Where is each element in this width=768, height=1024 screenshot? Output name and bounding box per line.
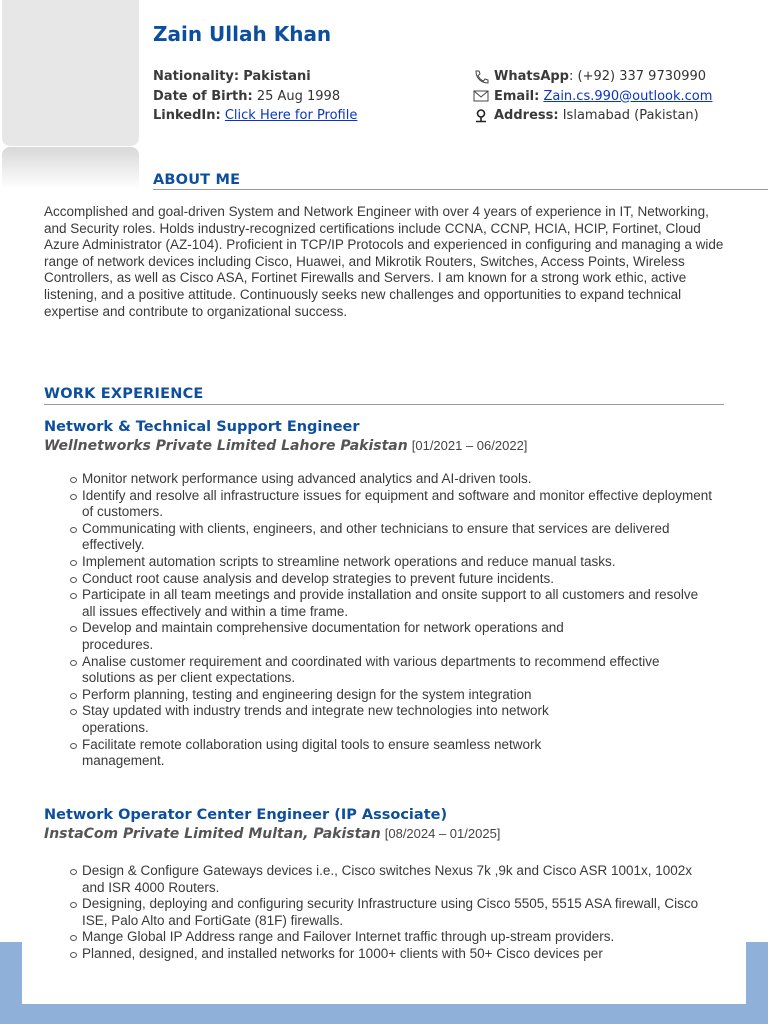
- whatsapp-value: : (+92) 337 9730990: [569, 69, 707, 84]
- profile-photo: [2, 0, 139, 146]
- list-item: Facilitate remote collaboration using digital tools to ensure seamless network management.: [68, 737, 712, 770]
- nationality-label: Nationality:: [153, 69, 240, 84]
- list-item: Mange Global IP Address range and Failover Internet traffic through up-stream providers.: [68, 929, 712, 946]
- linkedin-row: [153, 106, 357, 126]
- company-name: InstaCom Private Limited Multan, Pakistan: [44, 826, 381, 842]
- list-item: Implement automation scripts to streamline network operations and reduce manual tasks.: [68, 554, 712, 571]
- whatsapp-label: WhatsApp: [494, 69, 569, 84]
- list-item: Participate in all team meetings and provide installation and onsite support to all customers and resolve all issues effectively and within a time frame.: [68, 587, 712, 620]
- work-divider: [44, 404, 724, 405]
- company-name: Wellnetworks Private Limited Lahore Pakistan: [44, 438, 408, 454]
- job-bullet-list: [68, 471, 712, 770]
- list-item: Perform planning, testing and engineering design for the system integration: [68, 687, 712, 704]
- email-label: Email:: [494, 88, 540, 104]
- email-row: [473, 87, 712, 107]
- envelope-icon: [473, 89, 489, 103]
- about-section-title: ABOUT ME: [153, 172, 241, 188]
- list-item: Stay updated with industry trends and integrate new technologies into network operations.: [68, 703, 712, 736]
- dob-value: 25 Aug 1998: [256, 88, 341, 104]
- job-dates: [08/2024 – 01/2025]: [384, 826, 501, 841]
- phone-icon: [473, 70, 489, 84]
- address-value: Islamabad (Pakistan): [562, 108, 699, 123]
- nationality-value: Pakistani: [243, 69, 311, 84]
- email-link[interactable]: Zain.cs.990@outlook.com: [543, 88, 713, 104]
- job-company-line: [44, 826, 500, 842]
- address-label: Address:: [494, 108, 559, 123]
- list-item: Communicating with clients, engineers, and other technicians to ensure that services are delivered effectively.: [68, 521, 712, 554]
- job-dates: [01/2021 – 06/2022]: [411, 438, 528, 453]
- job-title: Network Operator Center Engineer (IP Associate): [44, 807, 448, 823]
- dob-label: Date of Birth:: [153, 88, 253, 104]
- linkedin-link[interactable]: Click Here for Profile: [224, 108, 358, 123]
- contact-info: [473, 67, 712, 126]
- dob-row: [153, 87, 357, 107]
- list-item: Designing, deploying and configuring security Infrastructure using Cisco 5505, 5515 ASA firewall, Cisco ISE, Palo Alto and FortiGate (81F) firewalls.: [68, 896, 712, 929]
- personal-info: [153, 67, 357, 126]
- address-row: [473, 106, 712, 126]
- nationality-row: [153, 67, 357, 87]
- profile-photo-reflection: [2, 147, 139, 189]
- list-item: Conduct root cause analysis and develop strategies to prevent future incidents.: [68, 571, 712, 588]
- list-item: Develop and maintain comprehensive documentation for network operations and procedures.: [68, 620, 712, 653]
- whatsapp-row: [473, 67, 712, 87]
- linkedin-label: LinkedIn:: [153, 108, 221, 123]
- list-item: Monitor network performance using advanced analytics and AI-driven tools.: [68, 471, 712, 488]
- job-company-line: [44, 438, 527, 454]
- list-item: Analise customer requirement and coordinated with various departments to recommend effective solutions as per client expectations.: [68, 654, 712, 687]
- list-item: Planned, designed, and installed networks for 1000+ clients with 50+ Cisco devices per: [68, 946, 712, 963]
- about-divider: [153, 189, 768, 190]
- candidate-name: Zain Ullah Khan: [153, 22, 332, 46]
- list-item: Design & Configure Gateways devices i.e., Cisco switches Nexus 7k ,9k and Cisco ASR 1001x, 1002x and ISR 4000 Routers.: [68, 863, 712, 896]
- location-pin-icon: [473, 109, 489, 123]
- job-bullet-list: [68, 863, 712, 963]
- list-item: Identify and resolve all infrastructure issues for equipment and software and monitor effective deployment of customers.: [68, 488, 712, 521]
- work-section-title: WORK EXPERIENCE: [44, 386, 204, 402]
- about-text: Accomplished and goal-driven System and Network Engineer with over 4 years of experience in IT, Networking, and Security roles. Holds industry-recognized certifications include CCNA, CCNP, HCIA, HCIP, Fortinet, Cloud Azure Administrator (AZ-104). Proficient in TCP/IP Protocols and experienced in configuring and managing a wide range of network devices including Cisco, Huawei, and Mikrotik Routers, Switches, Access Points, Wireless Controllers, as well as Cisco ASA, Fortinet Firewalls and Servers. I am known for a strong work ethic, active listening, and a positive attitude. Continuously seeks new challenges and opportunities to expand technical expertise and contribute to organizational success.: [44, 204, 724, 319]
- job-title: Network & Technical Support Engineer: [44, 419, 360, 435]
